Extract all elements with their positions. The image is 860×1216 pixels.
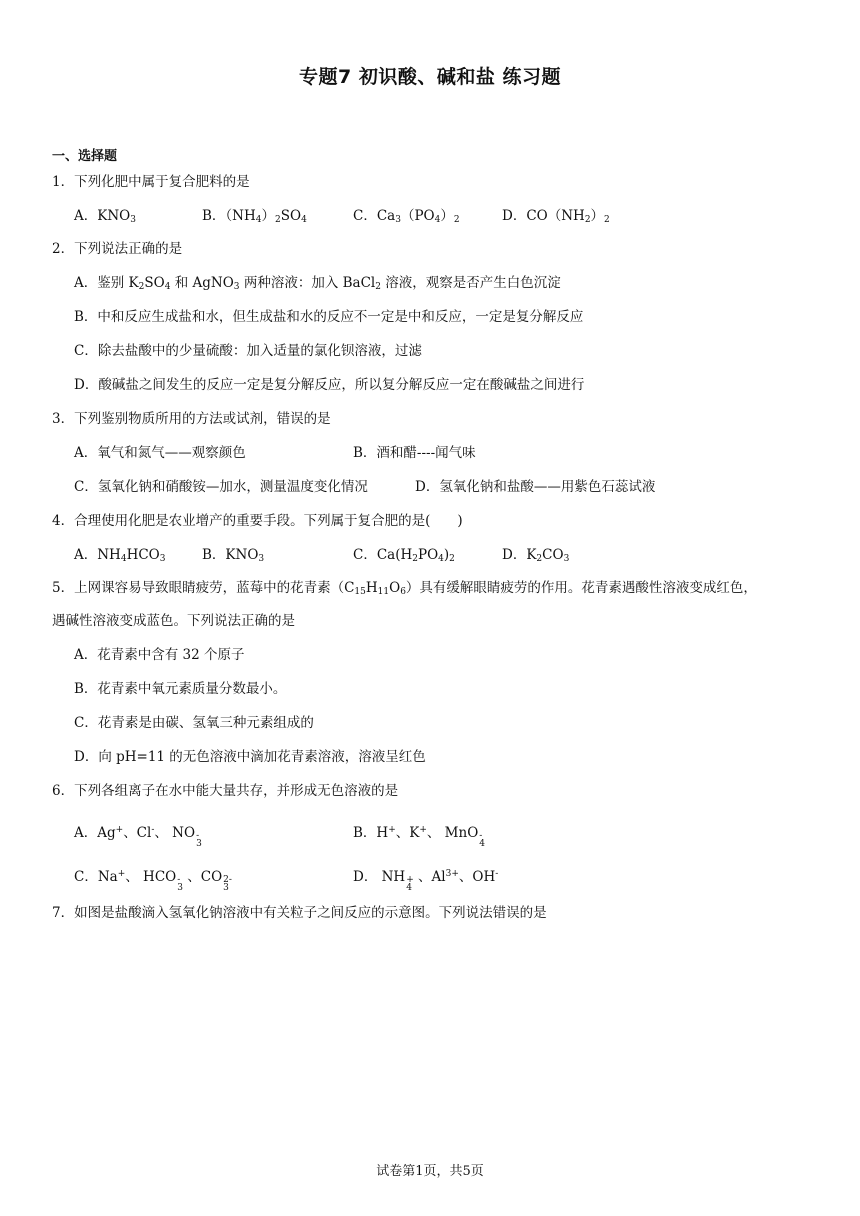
question-2-option-b[interactable]: B．中和反应生成盐和水，但生成盐和水的反应不一定是中和反应，一定是复分解反应 bbox=[74, 309, 584, 325]
question-4-option-c[interactable]: C．$Ca(H_2PO_4)_2$ bbox=[353, 547, 455, 564]
question-1-option-b[interactable]: B．$(NH_4)_2SO_4$ bbox=[202, 208, 307, 225]
question-1-option-c[interactable]: C．$Ca_3(PO_4)_2$ bbox=[353, 208, 460, 225]
question-5-option-a[interactable]: A．花青素中含有 32 个原子 bbox=[74, 647, 245, 663]
question-1-option-a[interactable]: A．$KNO_3$ bbox=[74, 208, 136, 225]
question-1-stem: 1．下列化肥中属于复合肥料的是 bbox=[52, 174, 250, 190]
question-4-stem: 4．合理使用化肥是农业增产的重要手段。下列属于复合肥的是( ) bbox=[52, 513, 463, 529]
question-4-option-b[interactable]: B．$KNO_3$ bbox=[202, 547, 265, 564]
page-footer: 试卷第1页，共5页 bbox=[376, 1164, 484, 1179]
question-6-option-a[interactable]: A．Ag+、Cl-、 NO - 3 bbox=[74, 825, 202, 849]
question-2-stem: 2．下列说法正确的是 bbox=[52, 241, 183, 257]
question-6-stem: 6．下列各组离子在水中能大量共存，并形成无色溶液的是 bbox=[52, 783, 399, 799]
question-6-option-c[interactable]: C．Na+、 HCO - 3 、CO 2- 3 bbox=[74, 869, 232, 893]
question-3-stem: 3．下列鉴别物质所用的方法或试剂，错误的是 bbox=[52, 411, 331, 427]
question-3-option-b[interactable]: B．酒和醋----闻气味 bbox=[353, 445, 476, 461]
question-2-option-a[interactable]: A．鉴别 $K_2SO_4$ 和 AgNO$_3$ 两种溶液：加入 BaCl$_2$ 溶液，观察是否产生白色沉淀 bbox=[74, 275, 561, 292]
question-3-option-d[interactable]: D．氢氧化钠和盐酸——用紫色石蕊试液 bbox=[415, 479, 656, 495]
question-6-option-b[interactable]: B．H+、K+、 MnO - 4 bbox=[353, 825, 486, 849]
page-title: 专题7 初识酸、碱和盐 练习题 bbox=[299, 66, 561, 88]
section-heading: 一、选择题 bbox=[52, 149, 118, 164]
question-3-option-c[interactable]: C．氢氧化钠和硝酸铵—加水，测量温度变化情况 bbox=[74, 479, 368, 495]
question-7-stem: 7．如图是盐酸滴入氢氧化钠溶液中有关粒子之间反应的示意图。下列说法错误的是 bbox=[52, 905, 547, 921]
question-1-options bbox=[74, 206, 794, 226]
question-5-stem-line-1: 5．上网课容易导致眼睛疲劳，蓝莓中的花青素$(C_{15}H_{11}O_6)$具有缓解眼睛疲劳的作用。花青素遇酸性溶液变成红色， bbox=[52, 580, 757, 597]
question-1-option-d[interactable]: D．$CO(NH_2)_2$ bbox=[502, 208, 610, 225]
question-2-option-d[interactable]: D．酸碱盐之间发生的反应一定是复分解反应，所以复分解反应一定在酸碱盐之间进行 bbox=[74, 377, 585, 393]
question-3-option-a[interactable]: A．氧气和氮气——观察颜色 bbox=[74, 445, 246, 461]
question-5-option-c[interactable]: C．花青素是由碳、氢氧三种元素组成的 bbox=[74, 715, 314, 731]
question-4-option-d[interactable]: D．$K_2CO_3$ bbox=[502, 547, 570, 564]
question-5-stem-line-2: 遇碱性溶液变成蓝色。下列说法正确的是 bbox=[52, 613, 295, 629]
question-5-option-d[interactable]: D．向 pH=11 的无色溶液中滴加花青素溶液，溶液呈红色 bbox=[74, 749, 426, 765]
question-2-option-c[interactable]: C．除去盐酸中的少量硫酸：加入适量的氯化钡溶液，过滤 bbox=[74, 343, 422, 359]
question-5-option-b[interactable]: B．花青素中氧元素质量分数最小。 bbox=[74, 681, 287, 697]
question-6-option-d[interactable]: D． NH + 4 、$Al^{3+}$、OH- bbox=[353, 869, 499, 893]
question-4-options bbox=[74, 545, 794, 565]
question-4-option-a[interactable]: A．$NH_4HCO_3$ bbox=[74, 547, 166, 564]
